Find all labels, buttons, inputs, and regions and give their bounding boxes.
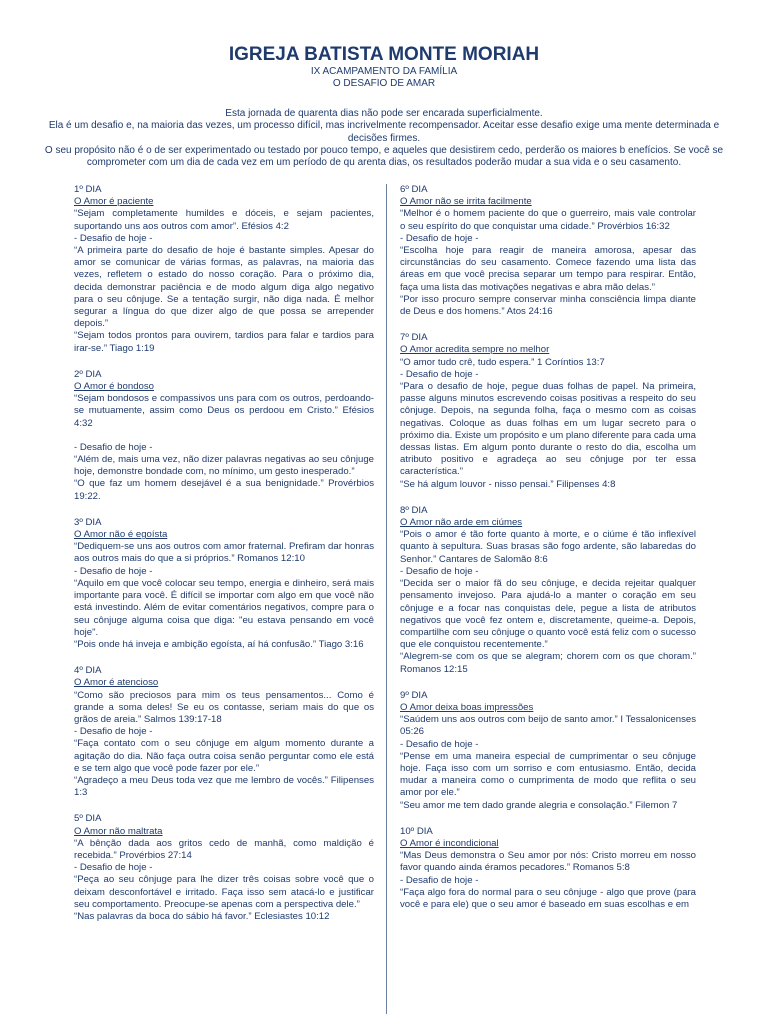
- day-paragraph: “Nas palavras da boca do sábio há favor.” Eclesiastes 10:12: [74, 910, 330, 922]
- day-title: 1º DIA: [74, 184, 102, 195]
- intro-paragraph: Ela é um desafio e, na maioria das vezes, um processo difícil, mas incrivelmente recompensador. Aceitar esse desafio exige uma mente determinada e decisões firmes.: [48, 120, 720, 144]
- day-paragraph: “Dediquem-se uns aos outros com amor fraternal. Prefiram dar honras aos outros mais do que a si próprios.” Romanos 12:10: [74, 541, 374, 565]
- day-paragraph: - Desafio de hoje -: [74, 862, 153, 874]
- day-paragraph: - Desafio de hoje -: [74, 726, 153, 738]
- day-heading: O Amor é paciente: [74, 196, 154, 208]
- day-heading: O Amor é bondoso: [74, 381, 154, 393]
- day-paragraph: “Mas Deus demonstra o Seu amor por nós: Cristo morreu em nosso favor quando ainda éramos pecadores.” Romanos 5:8: [400, 850, 696, 874]
- day-heading: O Amor é atencioso: [74, 677, 159, 689]
- day-section: [74, 813, 374, 923]
- day-paragraph: “Pois onde há inveja e ambição egoísta, aí há confusão.” Tiago 3:16: [74, 638, 364, 650]
- day-paragraph: - Desafio de hoje -: [74, 565, 153, 577]
- day-paragraph: - Desafio de hoje -: [400, 232, 479, 244]
- day-paragraph: “Pois o amor é tão forte quanto à morte, e o ciúme é tão inflexível quanto à sepultura. Suas brasas são fogo ardente, são labaredas do Senhor.” Cantares de Salomão 8:6: [400, 529, 696, 565]
- day-paragraph: “Agradeço a meu Deus toda vez que me lembro de vocês.” Filipenses 1:3: [74, 774, 374, 799]
- day-paragraph: “Saúdem uns aos outros com beijo de santo amor.” I Tessalonicenses 05:26: [400, 714, 696, 738]
- day-paragraph: - Desafio de hoje -: [400, 738, 479, 750]
- day-section: [74, 369, 374, 503]
- day-title: 4º DIA: [74, 665, 102, 677]
- challenge-subtitle: O DESAFIO DE AMAR: [332, 78, 436, 89]
- day-paragraph: - Desafio de hoje -: [400, 874, 479, 886]
- day-section: [74, 517, 374, 651]
- day-section: [74, 184, 374, 355]
- day-paragraph: “Para o desafio de hoje, pegue duas folhas de papel. Na primeira, passe alguns minutos escrevendo coisas positivas a respeito do seu cônjuge. Depois, na segunda folha, faça o mesmo com as coisas negativas. Coloque as duas folhas em um lugar secreto para o próximo dia. Existe um propósito e um plano diferente para cada uma dessas listas. Em algum ponto durante o resto do dia, escolha um atributo positivo e agradeça ao seu cônjuge por ter essa característica.”: [400, 381, 696, 478]
- day-section: [400, 690, 696, 812]
- day-section: [400, 184, 696, 318]
- event-subtitle: IX ACAMPAMENTO DA FAMÍLIA: [310, 66, 458, 77]
- day-paragraph: “Seu amor me tem dado grande alegria e consolação.” Filemon 7: [400, 799, 678, 811]
- day-paragraph: “Sejam todos prontos para ouvirem, tardios para falar e tardios para irar-se.” Tiago 1:19: [74, 330, 374, 354]
- day-heading: O Amor deixa boas impressões: [400, 701, 534, 713]
- day-section: [400, 826, 696, 911]
- day-paragraph: [74, 430, 374, 442]
- day-heading: O Amor acredita sempre no melhor: [400, 344, 550, 356]
- day-paragraph: “Aquilo em que você colocar seu tempo, energia e dinheiro, será mais importante para você. É difícil se importar com algo em que você não está investindo. Além de evitar comentários negativos, compre para o seu cônjuge alguma coisa que diga: "eu estava pensando em você hoje".: [74, 577, 374, 638]
- day-paragraph: “Alegrem-se com os que se alegram; chorem com os que choram.” Romanos 12:15: [400, 651, 696, 675]
- intro-section: [42, 108, 726, 169]
- day-paragraph: “Pense em uma maneira especial de cumprimentar o seu cônjuge hoje. Faça isso com um sorriso e com entusiasmo. Então, decida mudar a maneira como o cumprimenta de modo que reflita o seu amor por ele.”: [400, 750, 696, 799]
- day-paragraph: “O que faz um homem desejável é a sua benignidade.” Provérbios 19:22.: [74, 478, 374, 502]
- day-paragraph: “A primeira parte do desafio de hoje é bastante simples. Apesar do amor se comunicar de várias formas, as palavras, na maioria das vezes, refletem o estado do nosso coração. Para o próximo dia, decida demonstrar paciência e de modo algum diga algo negativo para o seu cônjuge. Se a tentação surgir, não diga nada. É melhor segurar a língua do que dizer algo de que possa se arrepender depois.”: [74, 245, 374, 330]
- day-title: 7º DIA: [400, 332, 428, 344]
- left-column: [74, 184, 374, 937]
- day-paragraph: “Por isso procuro sempre conservar minha consciência limpa diante de Deus e dos homens.” Atos 24:16: [400, 293, 696, 318]
- day-heading: O Amor é incondicional: [400, 837, 499, 849]
- day-paragraph: “Faça algo fora do normal para o seu cônjuge - algo que prove (para você e para ele) que o seu amor é baseado em suas escolhas e em: [400, 886, 696, 910]
- day-paragraph: “Escolha hoje para reagir de maneira amorosa, apesar das circunstâncias do seu casamento. Comece fazendo uma lista das áreas em que você precisa separar um tempo para respirar. Então, faça uma lista das motivações negativas e abra mão delas.”: [400, 245, 696, 293]
- day-paragraph: “Sejam completamente humildes e dóceis, e sejam pacientes, suportando uns aos outros com amor”. Efésios 4:2: [74, 208, 374, 232]
- day-paragraph: “Decida ser o maior fã do seu cônjuge, e decida rejeitar qualquer pensamento invejoso. Para ajudá-lo a manter o coração em seu cônjuge e a focar nas conquistas dele, pegue a lista de atributos negativos que você fez ontem e, discretamente, queime-a. Depois, compartilhe com seu cônjuge o quanto você está feliz com o sucesso que ele conquistou recentemente.”: [400, 578, 696, 651]
- day-title: 2º DIA: [74, 368, 102, 380]
- day-heading: O Amor não se irrita facilmente: [400, 196, 532, 208]
- document-header: [0, 44, 768, 90]
- day-heading: O Amor não é egoísta: [74, 529, 168, 541]
- day-paragraph: “Peça ao seu cônjuge para lhe dizer três coisas sobre você que o deixam desconfortável e irritado. Faça isso sem atacá-lo e justificar seu comportamento. Preocupe-se apenas com a perspectiva dele.”: [74, 874, 374, 910]
- day-paragraph: “Faça contato com o seu cônjuge em algum momento durante a agitação do dia. Não faça outra coisa senão perguntar como ele está e se tem algo que você pode fazer por ele.”: [74, 738, 374, 774]
- day-paragraph: “Além de, mais uma vez, não dizer palavras negativas ao seu cônjuge hoje, demonstre bondade com, no mínimo, um gesto inesperado.”: [74, 454, 374, 478]
- day-title: 3º DIA: [74, 516, 102, 528]
- day-paragraph: - Desafio de hoje -: [74, 232, 153, 244]
- day-paragraph: - Desafio de hoje -: [400, 565, 479, 577]
- church-title: IGREJA BATISTA MONTE MORIAH: [228, 44, 540, 65]
- day-heading: O Amor não maltrata: [74, 825, 163, 837]
- day-title: 8º DIA: [400, 504, 428, 516]
- day-title: 10º DIA: [400, 825, 433, 837]
- day-section: [400, 332, 696, 491]
- intro-paragraph: O seu propósito não é o de ser experimentado ou testado por pouco tempo, e aqueles que desistirem cedo, perderão os maiores b enefícios. Se você se comprometer com um dia de cada vez em um período de qu arenta dias, os resultados poderão mudar a sua vida e o seu casamento.: [44, 144, 724, 169]
- day-paragraph: “O amor tudo crê, tudo espera.” 1 Coríntios 13:7: [400, 356, 605, 368]
- day-paragraph: “Sejam bondosos e compassivos uns para com os outros, perdoando-se mutuamente, assim como Deus os perdoou em Cristo.” Efésios 4:32: [74, 393, 374, 429]
- day-paragraph: “Melhor é o homem paciente do que o guerreiro, mais vale controlar o seu espírito do que conquistar uma cidade.” Provérbios 16:32: [400, 208, 696, 232]
- day-paragraph: “Como são preciosos para mim os teus pensamentos... Como é grande a soma deles! Se eu os contasse, seriam mais do que os grãos de areia.” Salmos 139:17-18: [74, 689, 374, 725]
- day-section: [400, 505, 696, 676]
- intro-paragraph: Esta jornada de quarenta dias não pode ser encarada superficialmente.: [225, 108, 543, 119]
- day-paragraph: - Desafio de hoje -: [400, 368, 479, 380]
- day-title: 9º DIA: [400, 689, 428, 701]
- day-heading: O Amor não arde em ciúmes: [400, 517, 523, 529]
- right-column: [400, 184, 696, 925]
- day-title: 6º DIA: [400, 184, 428, 195]
- day-title: 5º DIA: [74, 813, 102, 825]
- day-paragraph: “A bênção dada aos gritos cedo de manhã, como maldição é recebida.” Provérbios 27:14: [74, 837, 374, 861]
- day-paragraph: - Desafio de hoje -: [74, 441, 153, 453]
- day-paragraph: “Se há algum louvor - nisso pensai.” Filipenses 4:8: [400, 478, 616, 490]
- day-section: [74, 665, 374, 799]
